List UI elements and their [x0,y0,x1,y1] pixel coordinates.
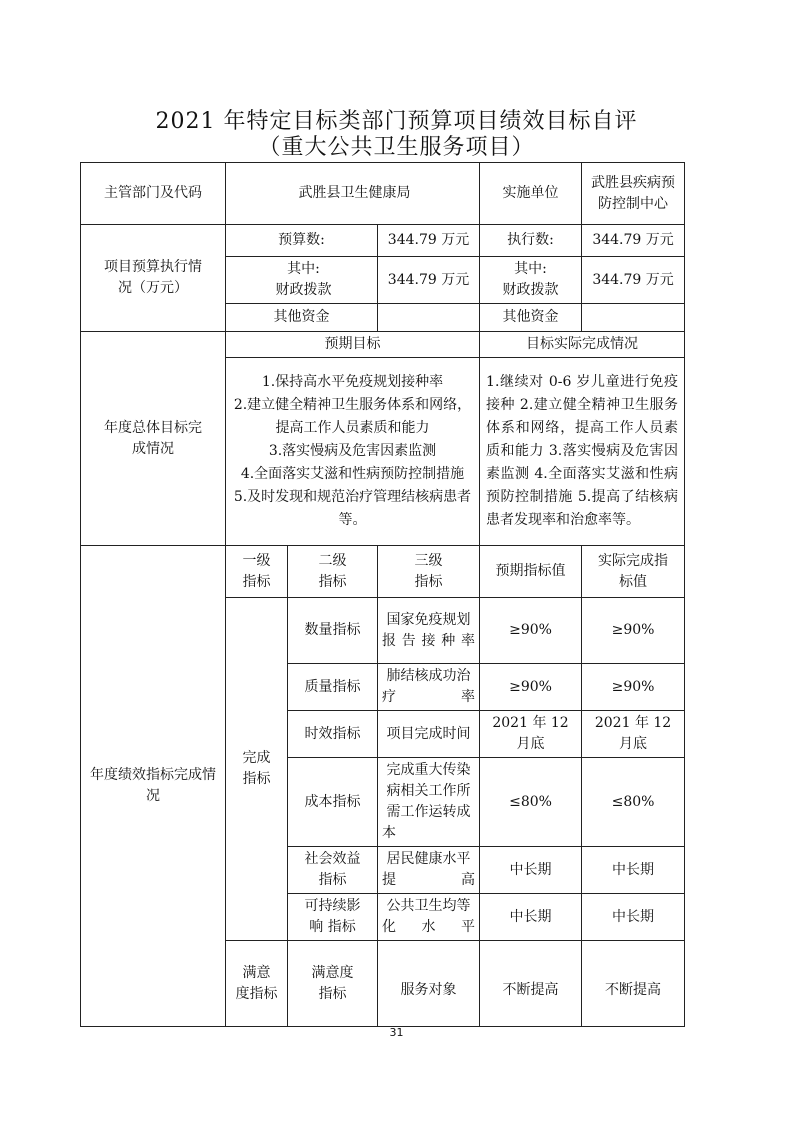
exec-amount-label: 执行数: [480,225,582,257]
expected-value-cell: 2021 年 12 月底 [480,711,582,758]
fiscal-value-expected: 344.79 万元 [378,257,480,304]
unit-label: 实施单位 [480,163,582,225]
dept-label: 主管部门及代码 [81,163,226,225]
level3-cell: 肺结核成功治疗率 [378,664,480,711]
dept-value: 武胜县卫生健康局 [226,163,480,225]
completion-indicator-label: 完成 指标 [226,598,288,941]
header-row [81,163,685,225]
expected-value-cell: ≤80% [480,758,582,847]
level2-header: 二级 指标 [288,546,378,598]
actual-goals-header: 目标实际完成情况 [480,332,685,358]
expected-value-cell: ≥90% [480,664,582,711]
other-funds-label-expected: 其他资金 [226,304,378,332]
actual-value-cell: ≤80% [582,758,685,847]
level2-cell: 成本指标 [288,758,378,847]
budget-amount-label: 预算数: [226,225,378,257]
actual-value-cell: 中长期 [582,894,685,941]
actual-value-cell: 2021 年 12 月底 [582,711,685,758]
unit-value: 武胜县疾病预防控制中心 [582,163,685,225]
level3-cell: 服务对象 [378,941,480,1027]
level2-cell: 满意度 指标 [288,941,378,1027]
exec-amount-value: 344.79 万元 [582,225,685,257]
fiscal-label-expected: 其中: 财政拨款 [226,257,378,304]
actual-value-cell: 不断提高 [582,941,685,1027]
indicator-section-label: 年度绩效指标完成情况 [81,546,226,1027]
level2-cell: 时效指标 [288,711,378,758]
expected-value-cell: 不断提高 [480,941,582,1027]
level3-cell: 国家免疫规划报告接种率 [378,598,480,664]
actual-goals-text: 1.继续对 0-6 岁儿童进行免疫接种 2.建立健全精神卫生服务体系和网络，提高工作人员素质和能力 3.落实慢病及危害因素监测 4.全面落实艾滋和性病预防控制措施 5.提高了结核病患者发现率和治愈率等。 [480,358,685,546]
annual-header-row [81,332,685,358]
level1-header: 一级 指标 [226,546,288,598]
satisfaction-indicator-label: 满意 度指标 [226,941,288,1027]
budget-amount-value: 344.79 万元 [378,225,480,257]
other-funds-value-expected [378,304,480,332]
expected-goals-text: 1.保持高水平免疫规划接种率 2.建立健全精神卫生服务体系和网络，提高工作人员素质和能力 3.落实慢病及危害因素监测 4.全面落实艾滋和性病预防控制措施 5.及时发现和规范治疗管理结核病患者等。 [226,358,480,546]
expected-goals-header: 预期目标 [226,332,480,358]
other-funds-value-actual [582,304,685,332]
fiscal-value-actual: 344.79 万元 [582,257,685,304]
actual-value-cell: ≥90% [582,598,685,664]
budget-label: 项目预算执行情况（万元） [81,225,226,332]
level2-cell: 质量指标 [288,664,378,711]
level2-cell: 数量指标 [288,598,378,664]
level3-cell: 公共卫生均等化水平 [378,894,480,941]
expected-value-cell: 中长期 [480,847,582,894]
actual-value-cell: ≥90% [582,664,685,711]
budget-row [81,225,685,257]
other-funds-label-actual: 其他资金 [480,304,582,332]
fiscal-label-actual: 其中: 财政拨款 [480,257,582,304]
level3-cell: 居民健康水平提高 [378,847,480,894]
indicator-header-row [81,546,685,598]
expected-value-header: 预期指标值 [480,546,582,598]
expected-value-cell: 中长期 [480,894,582,941]
level3-header: 三级 指标 [378,546,480,598]
performance-table [80,162,685,1027]
actual-value-header: 实际完成指 标值 [582,546,685,598]
level2-cell: 社会效益 指标 [288,847,378,894]
expected-value-cell: ≥90% [480,598,582,664]
annual-label: 年度总体目标完成情况 [81,332,226,546]
level3-cell: 项目完成时间 [378,711,480,758]
level3-cell: 完成重大传染病相关工作所需工作运转成本 [378,758,480,847]
page-number: 31 [389,1026,404,1039]
document-title-line-1: 2021 年特定目标类部门预算项目绩效目标自评 [155,109,638,134]
document-title-line-2: （重大公共卫生服务项目） [258,135,535,160]
actual-value-cell: 中长期 [582,847,685,894]
level2-cell: 可持续影 响 指标 [288,894,378,941]
